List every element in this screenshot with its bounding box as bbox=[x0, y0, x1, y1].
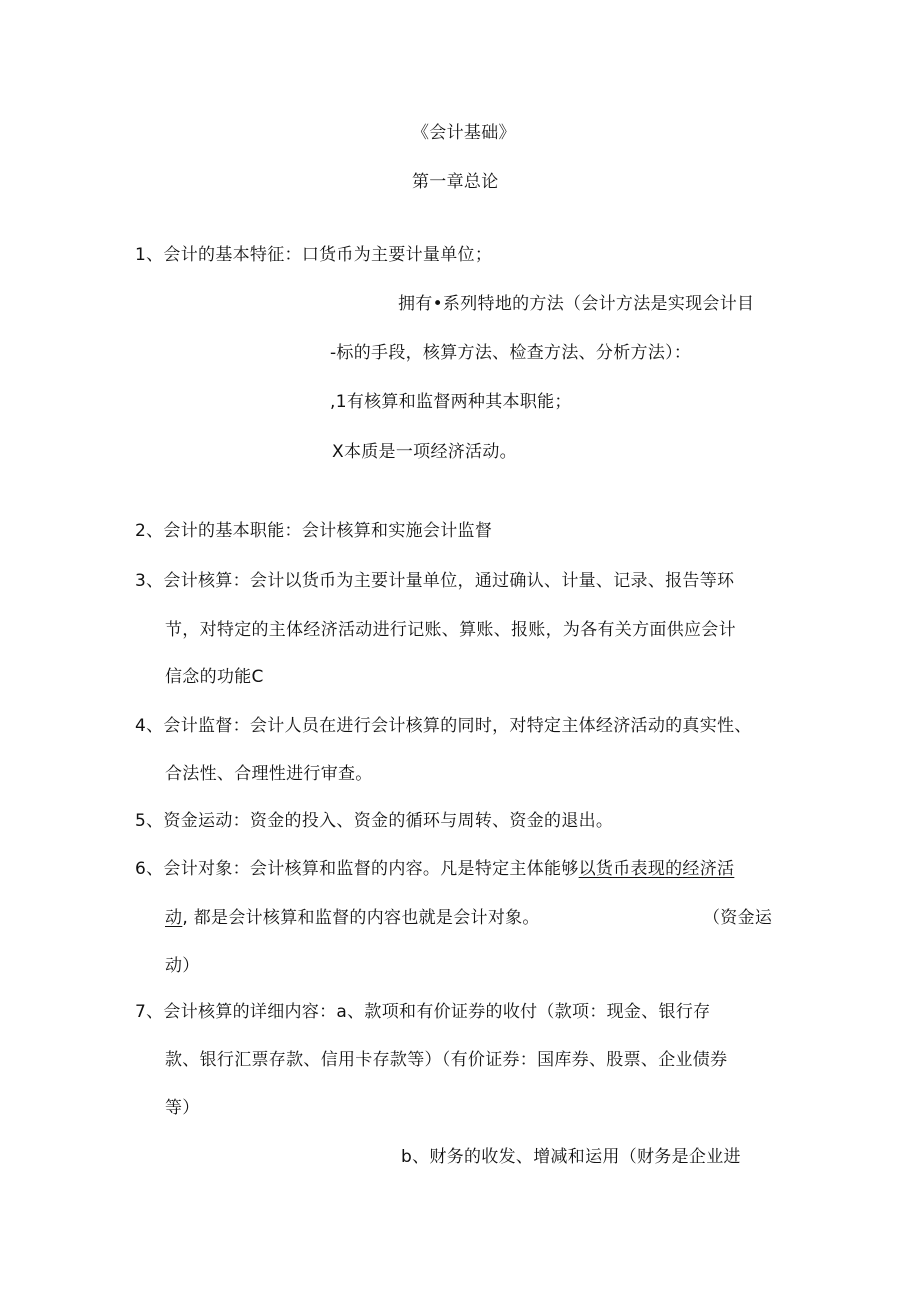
item-6-line-2 bbox=[165, 906, 540, 930]
item-6-line-2-text: , 都是会计核算和监督的内容也就是会计对象。 bbox=[182, 908, 540, 928]
item-4-line-2: 合法性、合理性进行审查。 bbox=[165, 764, 373, 784]
item-7-line-1: 7、会计核算的详细内容：a、款项和有价证券的收付（款项：现金、银行存 bbox=[135, 1002, 711, 1022]
chapter-heading: 第一章总论 bbox=[412, 172, 499, 192]
item-1-line-2: 拥有•系列特地的方法（会计方法是实现会计目 bbox=[398, 294, 755, 314]
item-6-line-1-text: 6、会计对象：会计核算和监督的内容。凡是特定主体能够 bbox=[135, 859, 579, 879]
item-1-line-5: X本质是一项经济活动。 bbox=[332, 442, 517, 462]
item-1-heading: 1、会计的基本特征：口货币为主要计量单位； bbox=[135, 245, 493, 265]
item-6-underlined-phrase: 以货币表现的经济活 bbox=[578, 859, 735, 879]
item-3-line-1: 3、会计核算：会计以货币为主要计量单位，通过确认、计量、记录、报告等环 bbox=[135, 571, 735, 591]
item-6-note: （资金运 bbox=[703, 908, 773, 928]
item-3-line-2: 节，对特定的主体经济活动进行记账、算账、报账，为各有关方面供应会计 bbox=[165, 620, 736, 640]
item-4-line-1: 4、会计监督：会计人员在进行会计核算的同时，对特定主体经济活动的真实性、 bbox=[135, 716, 752, 736]
item-6-line-1 bbox=[135, 857, 734, 881]
item-7-line-2: 款、银行汇票存款、信用卡存款等）（有价证券：国库券、股票、企业债券 bbox=[165, 1050, 728, 1070]
item-6-line-3: 动） bbox=[165, 956, 200, 976]
item-2: 2、会计的基本职能：会计核算和实施会计监督 bbox=[135, 521, 493, 541]
item-6-underlined-char: 动 bbox=[165, 908, 183, 928]
document-title: 《会计基础》 bbox=[412, 123, 516, 143]
item-1-line-4: ,1有核算和监督两种其本职能； bbox=[330, 392, 572, 412]
item-7-line-4: b、财务的收发、增减和运用（财务是企业进 bbox=[401, 1147, 741, 1167]
item-5: 5、资金运动：资金的投入、资金的循环与周转、资金的退出。 bbox=[135, 811, 614, 831]
item-1-line-3: -标的手段，核算方法、检查方法、分析方法）： bbox=[330, 343, 692, 363]
item-7-line-3: 等） bbox=[165, 1098, 200, 1118]
item-3-line-3: 信念的功能C bbox=[165, 667, 264, 687]
